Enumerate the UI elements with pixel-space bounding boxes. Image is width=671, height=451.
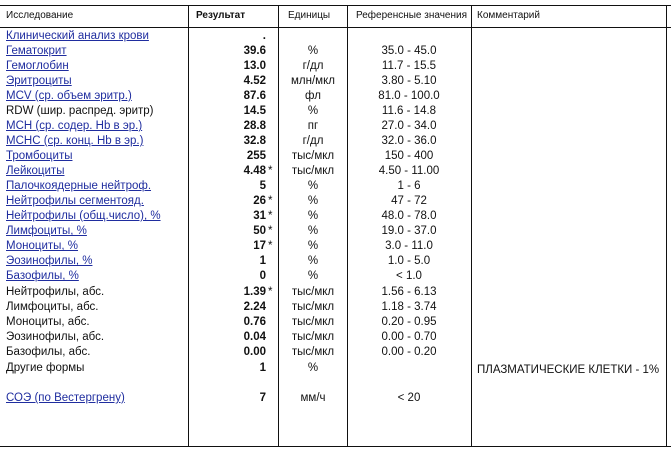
reference-range: 47 - 72 [391,195,427,207]
test-name: Базофилы, абс. [6,346,91,358]
abnormal-flag [268,44,278,58]
abnormal-flag [268,104,278,118]
abnormal-flag: * [268,210,273,222]
reference-range: < 20 [397,392,421,404]
abnormal-flag [268,74,278,88]
test-name: Другие формы [6,362,85,374]
result-value: 0.00 [243,346,266,358]
table-bottom-border [0,446,671,447]
table-top-border [0,5,671,6]
test-name-link[interactable]: Эритроциты [6,75,72,87]
result-value: 5 [259,180,266,192]
reference-range: 11.7 - 15.5 [381,60,437,72]
result-value: 87.6 [243,90,266,102]
abnormal-flag: * [268,240,273,252]
reference-range: 4.50 - 11.00 [378,165,440,177]
unit-value: % [307,105,319,117]
test-name-link[interactable]: Клинический анализ крови [6,30,149,42]
test-name-link[interactable]: Моноциты, % [6,240,79,252]
unit-value: % [307,255,319,267]
test-name-link[interactable]: Базофилы, % [6,270,79,282]
result-value: 1 [259,255,266,267]
reference-range: 27.0 - 34.0 [381,120,437,132]
result-value: 17 [253,240,266,252]
test-name-link[interactable]: Лейкоциты [6,165,65,177]
header-result: Результат [196,10,246,21]
header-test: Исследование [6,10,74,21]
result-value: 39.6 [243,45,266,57]
reference-range: 48.0 - 78.0 [381,210,437,222]
reference-range: 81.0 - 100.0 [378,90,440,102]
unit-value: тыс/мкл [291,331,335,343]
abnormal-flag [268,315,278,329]
unit-value [279,29,347,43]
reference-range: 1 - 6 [397,180,421,192]
abnormal-flag [268,59,278,73]
column-divider [666,5,667,447]
result-value: 32.8 [243,135,266,147]
reference-range [348,361,470,375]
unit-value: тыс/мкл [291,165,335,177]
abnormal-flag [268,29,278,43]
result-value: 28.8 [243,120,266,132]
test-name-link[interactable]: Эозинофилы, % [6,255,93,267]
unit-value: % [307,225,319,237]
test-name: Нейтрофилы, абс. [6,286,105,298]
unit-value: % [307,210,319,222]
test-name: Лимфоциты, абс. [6,301,99,313]
abnormal-flag [268,361,278,375]
abnormal-flag [268,330,278,344]
result-value: 13.0 [243,60,266,72]
abnormal-flag: * [268,165,273,177]
header-comment: Комментарий [477,10,540,21]
result-value: 255 [246,150,266,162]
result-value: 0.76 [243,316,266,328]
abnormal-flag [268,300,278,314]
reference-range: 11.6 - 14.8 [381,105,437,117]
unit-value: тыс/мкл [291,150,335,162]
test-name-link[interactable]: MCH (ср. содер. Hb в эр.) [6,120,143,132]
abnormal-flag [268,345,278,359]
reference-range: 0.00 - 0.70 [381,331,437,343]
unit-value: тыс/мкл [291,301,335,313]
result-value: 1.39 [243,286,266,298]
test-name: RDW (шир. распред. эритр) [6,105,154,117]
abnormal-flag [268,269,278,283]
test-name-link[interactable]: MCV (ср. объем эритр.) [6,90,132,102]
test-name-link[interactable]: Нейтрофилы (общ.число), % [6,210,161,222]
reference-range: 3.0 - 11.0 [385,240,433,252]
test-name-link[interactable]: Лимфоциты, % [6,225,87,237]
abnormal-flag: * [268,225,273,237]
result-value: 4.52 [243,75,266,87]
result-value: 0.04 [243,331,266,343]
reference-range: 150 - 400 [384,150,434,162]
column-divider [188,5,189,447]
abnormal-flag [268,119,278,133]
result-value: 31 [253,210,266,222]
unit-value: % [307,45,319,57]
abnormal-flag: * [268,286,273,298]
unit-value: фл [305,90,321,102]
unit-value: млн/мкл [291,75,335,87]
result-value: 4.48 [243,165,266,177]
result-value: 2.24 [243,301,266,313]
reference-range: 35.0 - 45.0 [381,45,437,57]
unit-value: тыс/мкл [291,346,335,358]
result-value: 7 [259,392,266,404]
result-value: 0 [259,270,266,282]
test-name: Моноциты, абс. [6,316,90,328]
test-name-link[interactable]: Нейтрофилы сегментояд. [6,195,144,207]
abnormal-flag [268,134,278,148]
column-divider [471,5,472,447]
abnormal-flag [268,254,278,268]
test-name-link[interactable]: Палочкоядерные нейтроф. [6,180,152,192]
unit-value: % [307,195,319,207]
unit-value: % [307,270,319,282]
result-value: 50 [253,225,266,237]
unit-value: г/дл [302,135,324,147]
reference-range: 1.18 - 3.74 [381,301,437,313]
result-value: 14.5 [243,105,266,117]
unit-value: мм/ч [300,392,326,404]
test-name-link[interactable]: MCHC (ср. конц. Hb в эр.) [6,135,144,147]
unit-value: % [307,240,319,252]
test-name-link[interactable]: Тромбоциты [6,150,73,162]
reference-range: 32.0 - 36.0 [381,135,437,147]
abnormal-flag [268,149,278,163]
unit-value: тыс/мкл [291,286,335,298]
reference-range: 19.0 - 37.0 [381,225,437,237]
test-name-link[interactable]: СОЭ (по Вестергрену) [6,392,125,404]
header-bottom-border [0,27,671,28]
reference-range: 1.0 - 5.0 [387,255,431,267]
abnormal-flag [268,391,278,405]
reference-range [348,29,470,43]
reference-range: 0.00 - 0.20 [381,346,437,358]
header-reference: Референсные значения [356,10,468,21]
unit-value: % [307,180,319,192]
header-units: Единицы [288,10,331,21]
unit-value: г/дл [302,60,324,72]
reference-range: 0.20 - 0.95 [381,316,437,328]
unit-value: % [307,362,319,374]
unit-value: тыс/мкл [291,316,335,328]
reference-range: 1.56 - 6.13 [381,286,437,298]
abnormal-flag [268,89,278,103]
test-name-link[interactable]: Гематокрит [6,45,67,57]
result-value: 26 [253,195,266,207]
abnormal-flag [268,179,278,193]
result-value: 1 [259,362,266,374]
test-name: Эозинофилы, абс. [6,331,105,343]
test-name-link[interactable]: Гемоглобин [6,60,69,72]
comment-text: ПЛАЗМАТИЧЕСКИЕ КЛЕТКИ - 1% [477,364,660,376]
reference-range: < 1.0 [396,270,422,282]
abnormal-flag: * [268,195,273,207]
reference-range: 3.80 - 5.10 [381,75,437,87]
result-value: . [262,30,266,42]
unit-value: пг [307,120,319,132]
